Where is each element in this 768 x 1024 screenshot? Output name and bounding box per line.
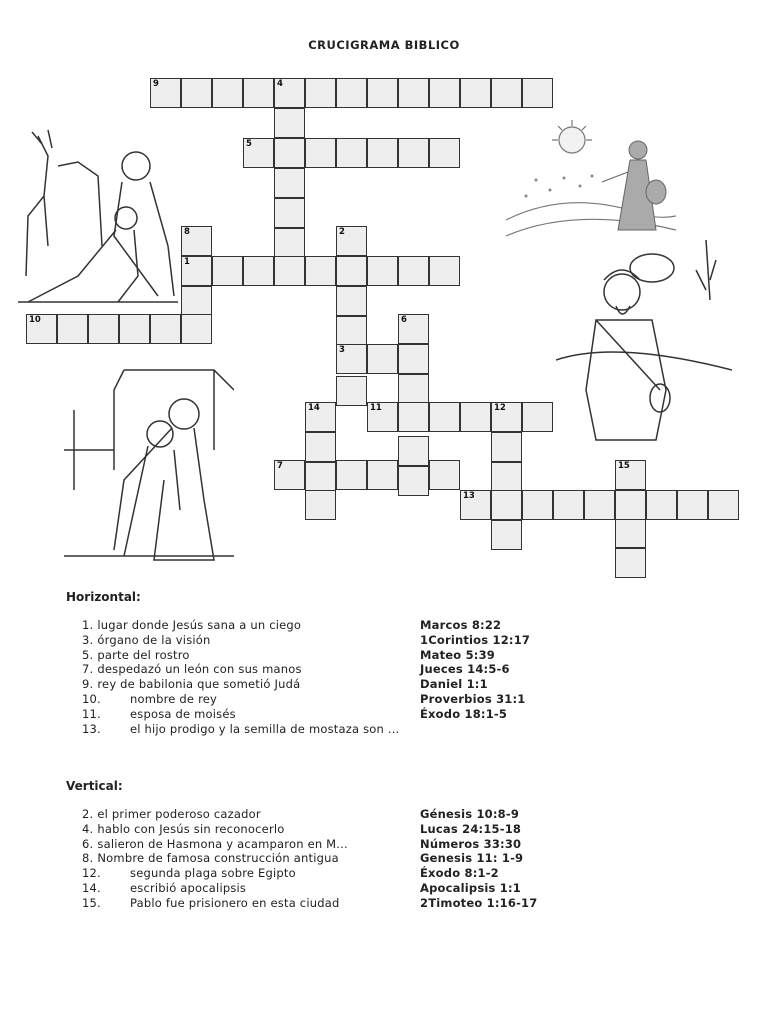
crossword-cell[interactable] bbox=[708, 490, 739, 520]
crossword-cell[interactable] bbox=[212, 78, 243, 108]
clue-number-2: 2 bbox=[339, 227, 345, 237]
clue-text: escribió apocalipsis bbox=[130, 881, 247, 895]
crossword-cell[interactable] bbox=[429, 460, 460, 490]
clue-reference: Apocalipsis 1:1 bbox=[420, 881, 521, 895]
horizontal-clue-row bbox=[82, 662, 702, 677]
crossword-cell[interactable] bbox=[398, 138, 429, 168]
vertical-clue-row bbox=[82, 807, 702, 822]
crossword-cell[interactable] bbox=[305, 256, 336, 286]
crossword-cell[interactable] bbox=[274, 198, 305, 228]
crossword-cell[interactable] bbox=[181, 286, 212, 316]
crossword-cell[interactable] bbox=[398, 78, 429, 108]
crossword-cell[interactable] bbox=[677, 490, 708, 520]
clue-number-3: 3 bbox=[339, 345, 345, 355]
clue-text: hablo con Jesús sin reconocerlo bbox=[97, 821, 285, 836]
crossword-cell[interactable] bbox=[336, 256, 367, 286]
crossword-cell[interactable] bbox=[398, 436, 429, 466]
clue-reference: 1Corintios 12:17 bbox=[420, 632, 531, 647]
clue-text: Pablo fue prisionero en esta ciudad bbox=[130, 895, 340, 910]
crossword-cell[interactable] bbox=[491, 520, 522, 550]
crossword-cell[interactable] bbox=[305, 78, 336, 108]
vertical-clue-row bbox=[82, 851, 702, 866]
crossword-cell[interactable] bbox=[429, 138, 460, 168]
horizontal-clue-row bbox=[82, 618, 702, 633]
crossword-cell[interactable] bbox=[367, 256, 398, 286]
clue-text: parte del rostro bbox=[97, 647, 190, 662]
crossword-cell[interactable] bbox=[491, 490, 522, 520]
crossword-cell[interactable] bbox=[336, 286, 367, 316]
clue-index: 10. bbox=[82, 692, 101, 706]
crossword-cell[interactable] bbox=[522, 402, 553, 432]
crossword-cell[interactable] bbox=[522, 490, 553, 520]
crossword-cell[interactable] bbox=[398, 402, 429, 432]
horizontal-clue-row bbox=[82, 677, 702, 692]
clue-reference: Genesis 11: 1-9 bbox=[420, 851, 524, 866]
crossword-cell[interactable] bbox=[243, 78, 274, 108]
crossword-cell[interactable] bbox=[336, 78, 367, 108]
crossword-cell[interactable] bbox=[553, 490, 584, 520]
clue-text: órgano de la visión bbox=[97, 632, 211, 647]
clue-index: 6. bbox=[82, 836, 94, 851]
clue-text: rey de babilonia que sometió Judá bbox=[97, 677, 301, 692]
clue-number-12: 12 bbox=[494, 403, 506, 413]
crossword-cell[interactable] bbox=[181, 78, 212, 108]
crossword-cell[interactable] bbox=[243, 256, 274, 286]
vertical-clue-row bbox=[82, 837, 702, 852]
crossword-cell[interactable] bbox=[398, 344, 429, 374]
sower-illustration bbox=[506, 120, 676, 242]
page-title: CRUCIGRAMA BIBLICO bbox=[308, 38, 460, 52]
clue-index: 11. bbox=[82, 706, 101, 721]
clue-text: Nombre de famosa construcción antigua bbox=[97, 851, 339, 866]
crossword-cell[interactable] bbox=[491, 78, 522, 108]
clue-reference: Números 33:30 bbox=[420, 836, 522, 851]
crossword-cell[interactable] bbox=[522, 78, 553, 108]
crossword-cell[interactable] bbox=[336, 316, 367, 346]
crossword-cell[interactable] bbox=[305, 432, 336, 462]
clue-reference: Génesis 10:8-9 bbox=[420, 807, 520, 821]
clue-number-10: 10 bbox=[29, 315, 41, 325]
shepherd-illustration bbox=[556, 240, 732, 452]
clue-index: 1. bbox=[82, 618, 94, 632]
clue-index: 2. bbox=[82, 807, 94, 821]
crossword-cell[interactable] bbox=[367, 138, 398, 168]
crossword-cell[interactable] bbox=[491, 432, 522, 462]
crossword-cell[interactable] bbox=[274, 228, 305, 258]
vertical-clue-row bbox=[82, 896, 702, 911]
crossword-cell[interactable] bbox=[615, 518, 646, 548]
clue-index: 14. bbox=[82, 881, 101, 895]
horizontal-heading: Horizontal: bbox=[66, 590, 141, 604]
crossword-cell[interactable] bbox=[460, 78, 491, 108]
good-samaritan-illustration bbox=[18, 126, 180, 306]
clue-reference: Lucas 24:15-18 bbox=[420, 821, 522, 836]
clue-number-9: 9 bbox=[153, 79, 159, 89]
crossword-cell[interactable] bbox=[584, 490, 615, 520]
horizontal-clue-row bbox=[82, 648, 702, 663]
clue-index: 4. bbox=[82, 821, 94, 836]
crossword-cell[interactable] bbox=[274, 108, 305, 138]
clue-reference: Éxodo 8:1-2 bbox=[420, 866, 499, 881]
crossword-cell[interactable] bbox=[119, 314, 150, 344]
clue-index: 12. bbox=[82, 866, 101, 881]
clue-number-5: 5 bbox=[246, 139, 252, 149]
clue-index: 13. bbox=[82, 721, 101, 736]
crossword-cell[interactable] bbox=[491, 462, 522, 492]
crossword-cell[interactable] bbox=[367, 344, 398, 374]
crossword-cell[interactable] bbox=[336, 376, 367, 406]
crossword-cell[interactable] bbox=[398, 466, 429, 496]
clue-index: 8. bbox=[82, 851, 94, 866]
vertical-clue-row bbox=[82, 881, 702, 896]
crossword-cell[interactable] bbox=[460, 402, 491, 432]
crossword-cell[interactable] bbox=[305, 138, 336, 168]
crossword-cell[interactable] bbox=[336, 138, 367, 168]
vertical-heading: Vertical: bbox=[66, 779, 123, 793]
crossword-cell[interactable] bbox=[305, 490, 336, 520]
clue-text: nombre de rey bbox=[130, 692, 218, 706]
clue-number-1: 1 bbox=[184, 257, 190, 267]
crossword-cell[interactable] bbox=[274, 256, 305, 286]
horizontal-clue-row bbox=[82, 633, 702, 648]
clue-number-15: 15 bbox=[618, 461, 630, 471]
crossword-cell[interactable] bbox=[181, 314, 212, 344]
crossword-cell[interactable] bbox=[429, 402, 460, 432]
prodigal-son-illustration bbox=[64, 350, 234, 562]
clue-number-8: 8 bbox=[184, 227, 190, 237]
clue-index: 9. bbox=[82, 677, 94, 692]
clue-reference: Daniel 1:1 bbox=[420, 677, 488, 692]
clue-text: lugar donde Jesús sana a un ciego bbox=[97, 618, 302, 632]
clue-reference: Proverbios 31:1 bbox=[420, 692, 526, 706]
crossword-cell[interactable] bbox=[615, 548, 646, 578]
vertical-clue-row bbox=[82, 822, 702, 837]
vertical-clue-row bbox=[82, 866, 702, 881]
clue-number-13: 13 bbox=[463, 491, 475, 501]
crossword-cell[interactable] bbox=[274, 168, 305, 198]
crossword-cell[interactable] bbox=[88, 314, 119, 344]
crossword-cell[interactable] bbox=[150, 314, 181, 344]
crossword-cell[interactable] bbox=[336, 460, 367, 490]
crossword-cell[interactable] bbox=[398, 374, 429, 404]
clue-reference: Jueces 14:5-6 bbox=[420, 662, 510, 677]
clue-number-7: 7 bbox=[277, 461, 283, 471]
clue-text: salieron de Hasmona y acamparon en M... bbox=[97, 836, 348, 851]
clue-index: 3. bbox=[82, 632, 94, 647]
clue-text: esposa de moisés bbox=[130, 706, 236, 721]
horizontal-clue-row bbox=[82, 707, 702, 722]
clue-number-11: 11 bbox=[370, 403, 382, 413]
horizontal-clue-row bbox=[82, 692, 702, 707]
clue-index: 5. bbox=[82, 647, 94, 662]
crossword-cell[interactable] bbox=[212, 256, 243, 286]
clue-text: el primer poderoso cazador bbox=[97, 807, 261, 821]
crossword-cell[interactable] bbox=[57, 314, 88, 344]
clue-number-14: 14 bbox=[308, 403, 320, 413]
crossword-cell[interactable] bbox=[367, 78, 398, 108]
clue-reference: Marcos 8:22 bbox=[420, 618, 502, 632]
crossword-cell[interactable] bbox=[274, 138, 305, 168]
crossword-cell[interactable] bbox=[429, 256, 460, 286]
crossword-cell[interactable] bbox=[646, 490, 677, 520]
clue-text: segunda plaga sobre Egipto bbox=[130, 866, 296, 881]
clue-reference: 2Timoteo 1:16-17 bbox=[420, 895, 538, 910]
clue-number-4: 4 bbox=[277, 79, 283, 89]
clue-text: despedazó un león con sus manos bbox=[97, 662, 302, 677]
clue-number-6: 6 bbox=[401, 315, 407, 325]
crossword-cell[interactable] bbox=[429, 78, 460, 108]
crossword-cell[interactable] bbox=[398, 256, 429, 286]
clue-text: el hijo prodigo y la semilla de mostaza son ... bbox=[130, 721, 400, 736]
horizontal-clue-row bbox=[82, 722, 702, 737]
clue-index: 7. bbox=[82, 662, 94, 677]
clue-reference: Éxodo 18:1-5 bbox=[420, 706, 508, 721]
crossword-cell[interactable] bbox=[615, 490, 646, 520]
crossword-cell[interactable] bbox=[305, 462, 336, 492]
clue-index: 15. bbox=[82, 895, 101, 910]
clue-reference: Mateo 5:39 bbox=[420, 647, 496, 662]
crossword-cell[interactable] bbox=[367, 460, 398, 490]
